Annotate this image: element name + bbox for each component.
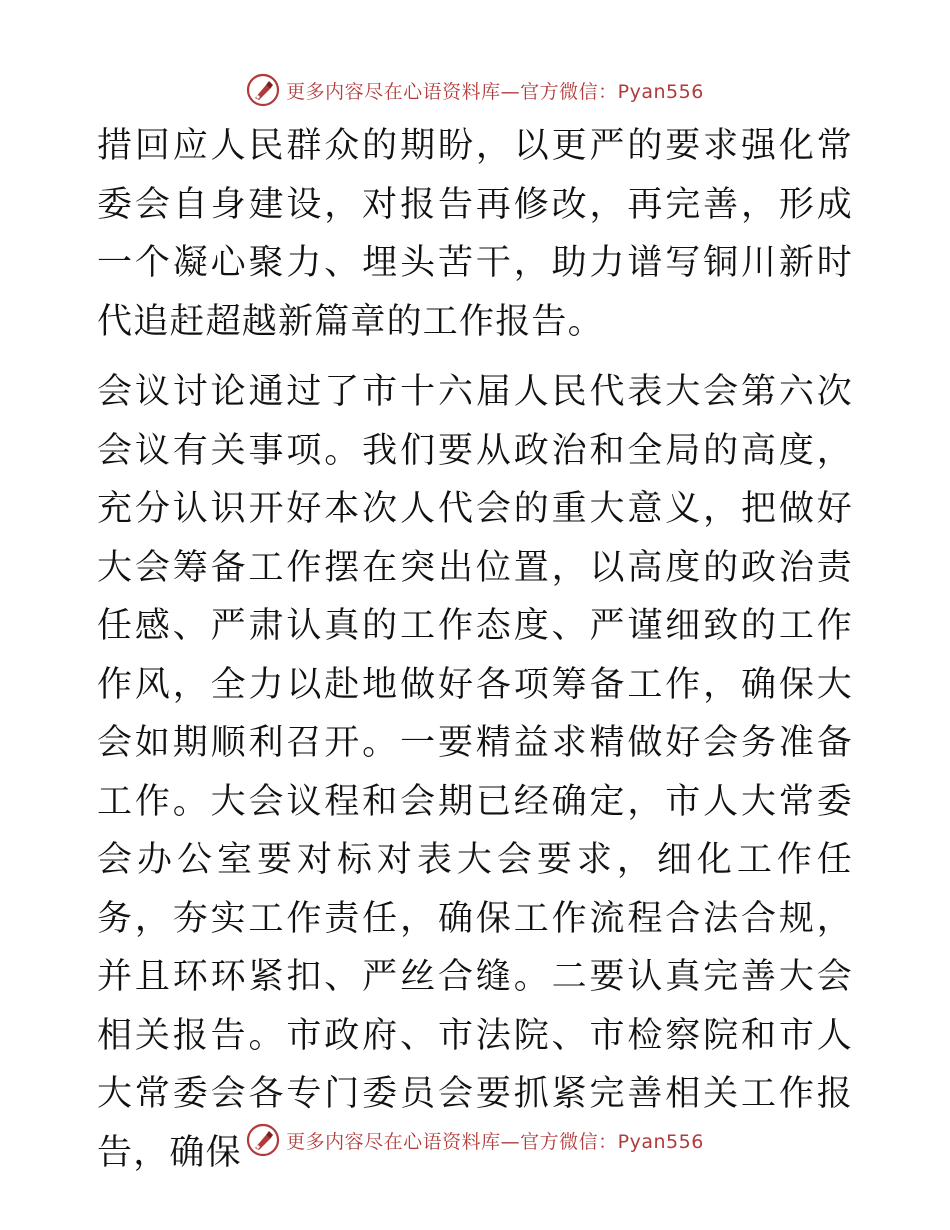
paragraph: 会议讨论通过了市十六届人民代表大会第六次会议有关事项。我们要从政治和全局的高度，充分认识开好本次人代会的重大意义，把做好大会筹备工作摆在突出位置，以高度的政治责任感、严肃认真的工作态度、严谨细致的工作作风，全力以赴地做好各项筹备工作，确保大会如期顺利召开。一要精益求精做好会务准备工作。大会议程和会期已经确定，市人大常委会办公室要对标对表大会要求，细化工作任务，夯实工作责任，确保工作流程合法合规，并且环环紧扣、严丝合缝。二要认真完善大会相关报告。市政府、市法院、市检察院和市人大常委会各专门委员会要抓紧完善相关工作报告，确保 [97,372,853,1173]
pen-nib-logo-icon [246,1123,280,1157]
document-body [97,117,853,1182]
footer-banner-text: 更多内容尽在心语资料库—官方微信：Pyan556 [286,1130,704,1153]
paragraph: 措回应人民群众的期盼，以更严的要求强化常委会自身建设，对报告再修改，再完善，形成一个凝心聚力、埋头苦干，助力谱写铜川新时代追赶超越新篇章的工作报告。 [97,126,853,342]
header-banner [0,68,950,112]
pen-nib-logo-icon [246,73,280,107]
footer-banner [0,1118,950,1162]
header-banner-text: 更多内容尽在心语资料库—官方微信：Pyan556 [286,80,704,103]
